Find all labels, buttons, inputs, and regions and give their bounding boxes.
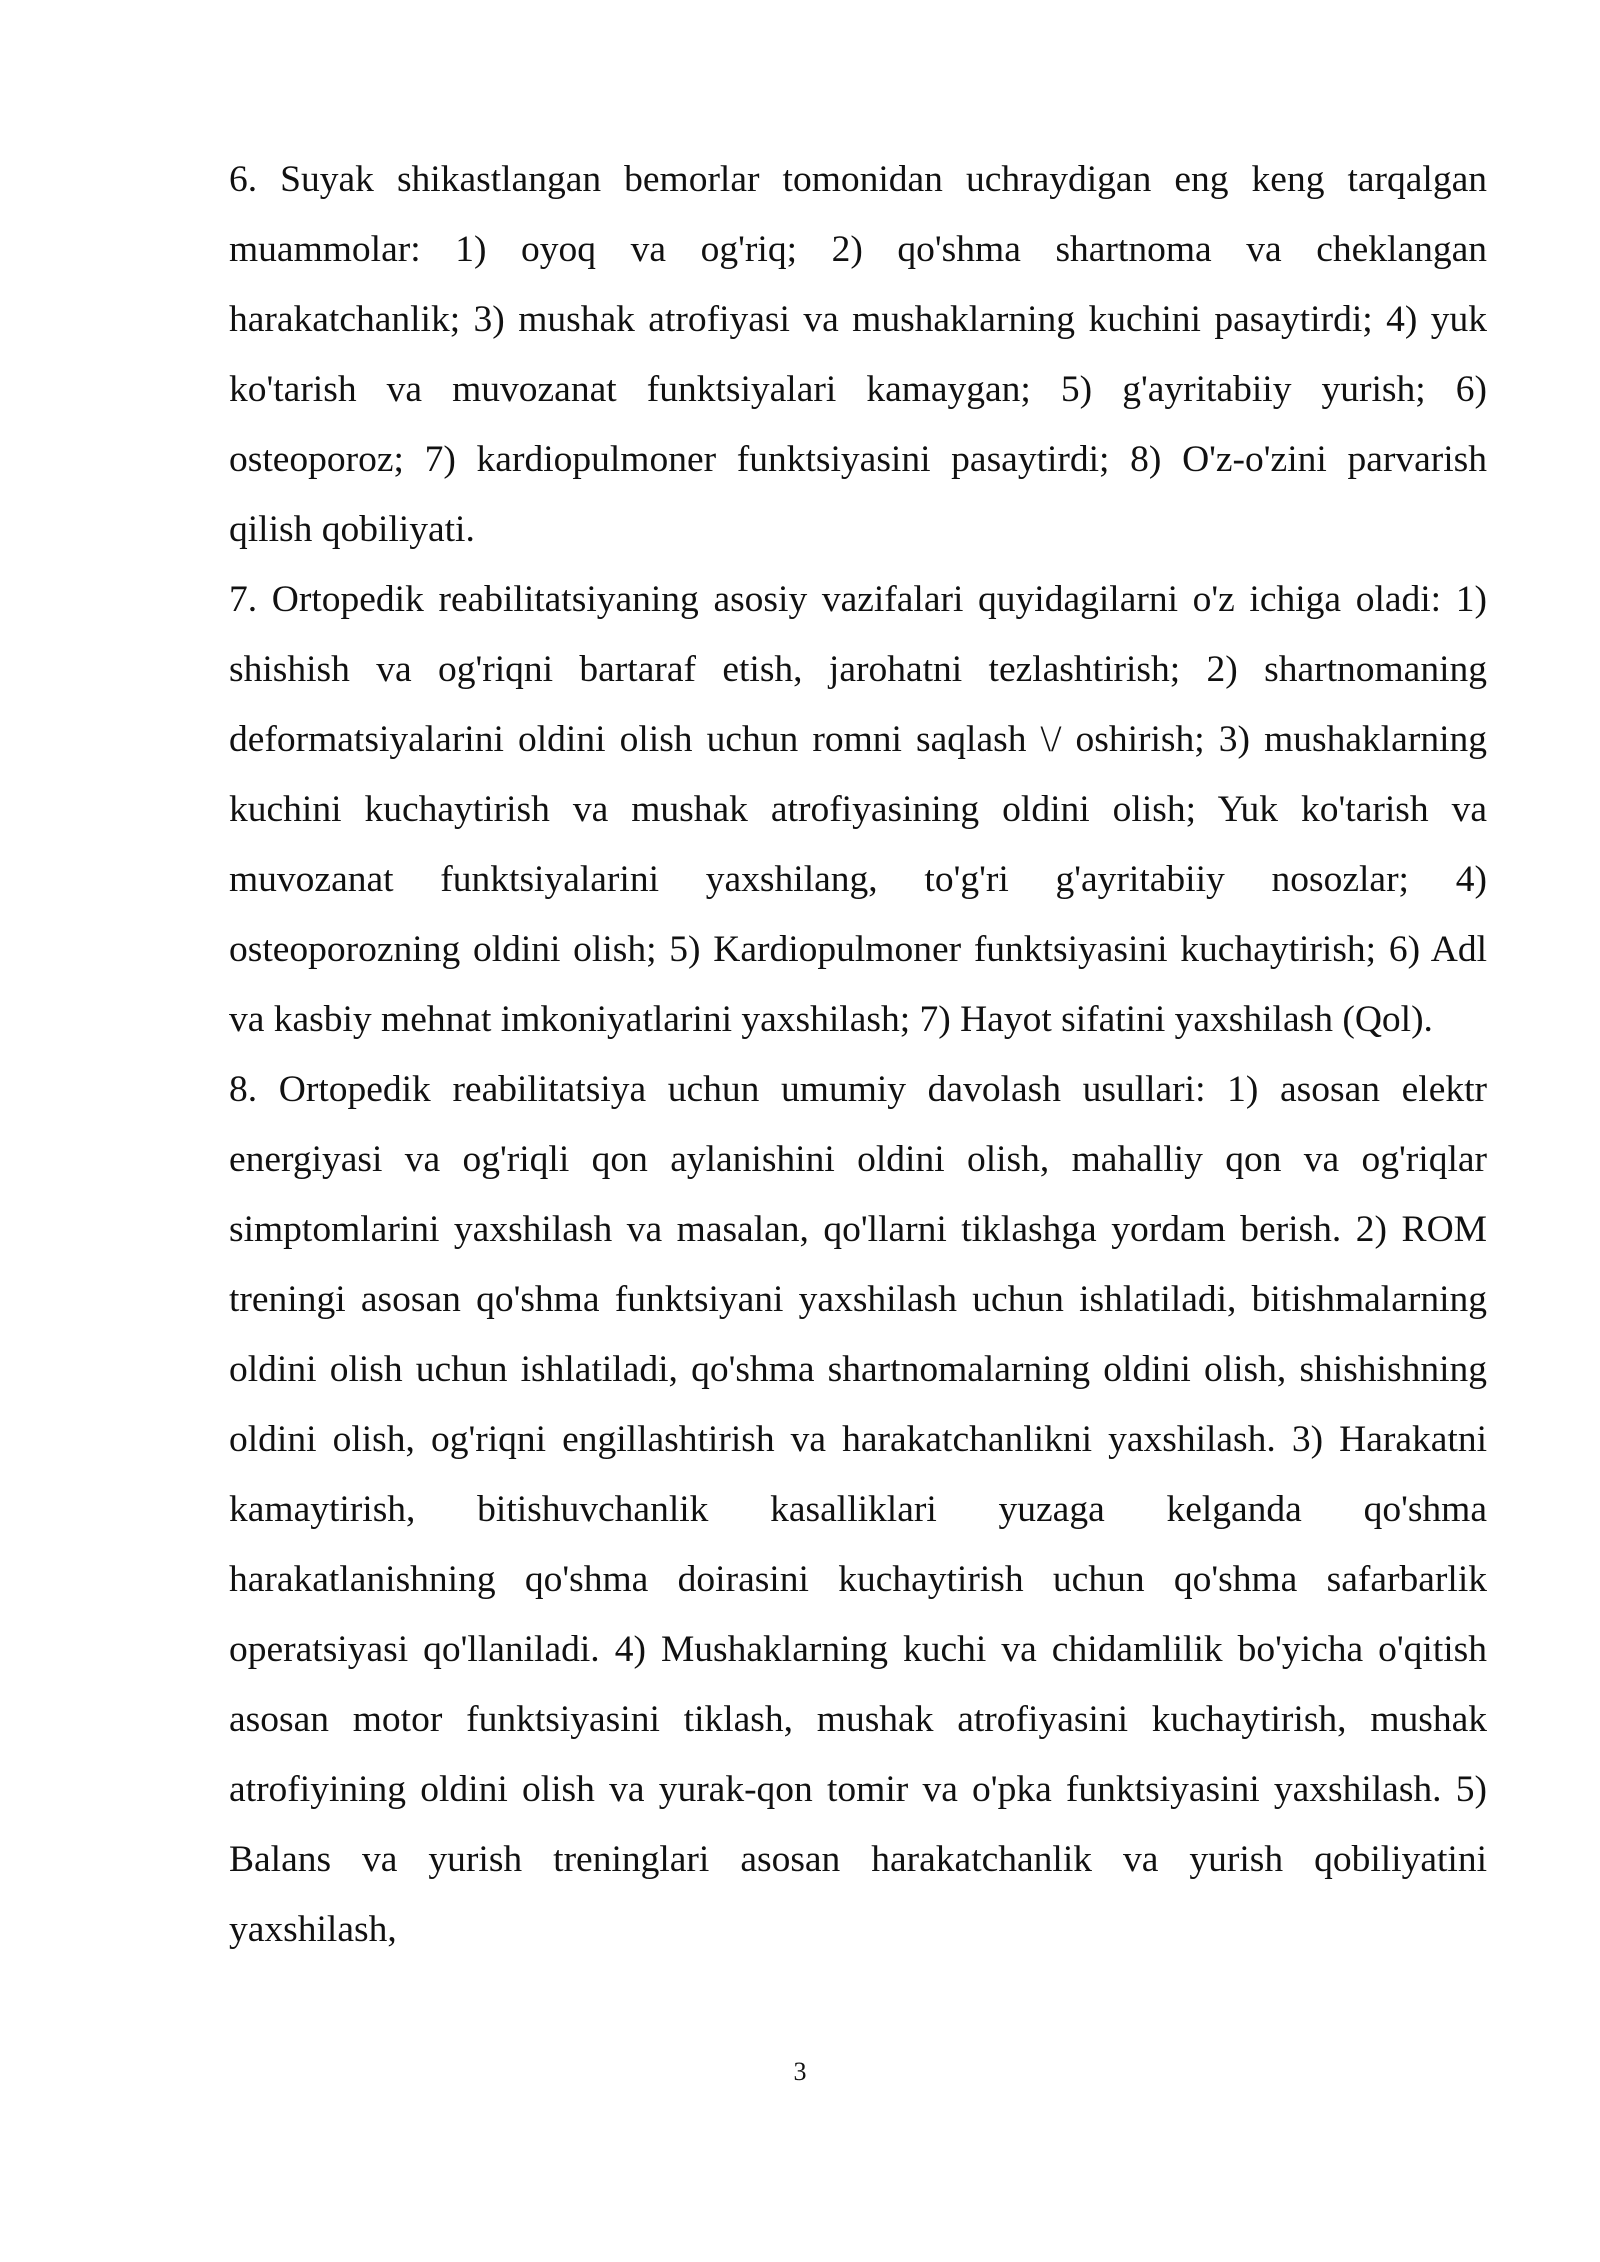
page-number: 3	[793, 2057, 807, 2086]
paragraph-6: 6. Suyak shikastlangan bemorlar tomonidan uchraydigan eng keng tarqalgan muammolar: 1) oyoq va og'riq; 2) qo'shma shartnoma va cheklangan harakatchanlik; 3) mushak atrofiyasi va mushaklarning kuchini pasaytirdi; 4) yuk ko'tarish va muvozanat funktsiyalari kamaygan; 5) g'ayritabiiy yurish; 6) osteoporoz; 7) kardiopulmoner funktsiyasini pasaytirdi; 8) O'z-o'zini parvarish qilish qobiliyati.	[229, 159, 1487, 550]
paragraph-8: 8. Ortopedik reabilitatsiya uchun umumiy davolash usullari: 1) asosan elektr energiyasi va og'riqli qon aylanishini oldini olish, mahalliy qon va og'riqlar simptomlarini yaxshilash va masalan, qo'llarni tiklashga yordam berish. 2) ROM treningi asosan qo'shma funktsiyani yaxshilash uchun ishlatiladi, bitishmalarning oldini olish uchun ishlatiladi, qo'shma shartnomalarning oldini olish, shishishning oldini olish, og'riqni engillashtirish va harakatchanlikni yaxshilash. 3) Harakatni kamaytirish, bitishuvchanlik kasalliklari yuzaga kelganda qo'shma harakatlanishning qo'shma doirasini kuchaytirish uchun qo'shma safarbarlik operatsiyasi qo'llaniladi. 4) Mushaklarning kuchi va chidamlilik bo'yicha o'qitish asosan motor funktsiyasini tiklash, mushak atrofiyasini kuchaytirish, mushak atrofiyining oldini olish va yurak-qon tomir va o'pka funktsiyasini yaxshilash. 5) Balans va yurish treninglari asosan harakatchanlik va yurish qobiliyatini yaxshilash,	[229, 1069, 1487, 1950]
document-body	[229, 145, 1487, 1965]
paragraph-7: 7. Ortopedik reabilitatsiyaning asosiy vazifalari quyidagilarni o'z ichiga oladi: 1) shishish va og'riqni bartaraf etish, jarohatni tezlashtirish; 2) shartnomaning deformatsiyalarini oldini olish uchun romni saqlash \/ oshirish; 3) mushaklarning kuchini kuchaytirish va mushak atrofiyasining oldini olish; Yuk ko'tarish va muvozanat funktsiyalarini yaxshilang, to'g'ri g'ayritabiiy nosozlar; 4) osteoporozning oldini olish; 5) Kardiopulmoner funktsiyasini kuchaytirish; 6) Adl va kasbiy mehnat imkoniyatlarini yaxshilash; 7) Hayot sifatini yaxshilash (Qol).	[229, 579, 1487, 1040]
